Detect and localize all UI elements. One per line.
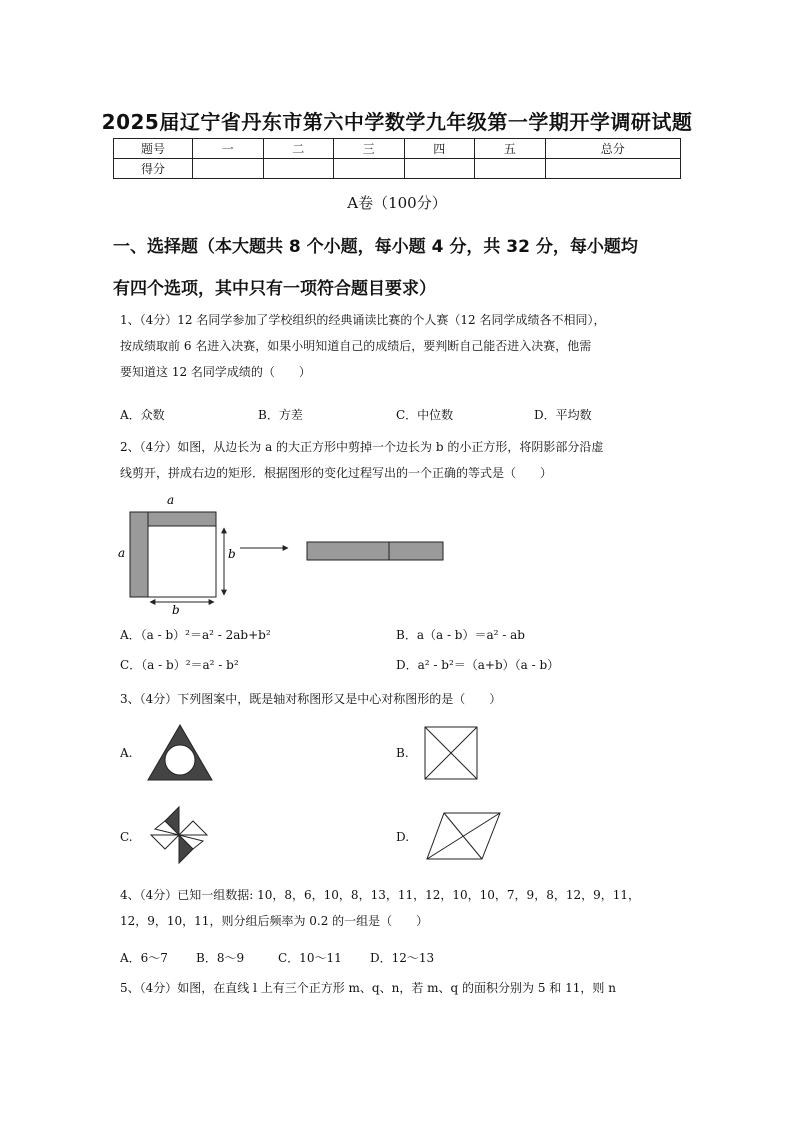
- q4-option-a[interactable]: A．6～7: [120, 951, 168, 965]
- question-2: [120, 434, 680, 486]
- q2-option-d[interactable]: D．a² - b²＝（a+b）（a - b）: [396, 658, 560, 672]
- q2-option-b[interactable]: B．a（a - b）＝a² - ab: [396, 628, 525, 642]
- table-cell: [404, 159, 475, 179]
- question-5: [120, 975, 680, 1001]
- score-table-header-row: [114, 139, 681, 159]
- label-a-top: a: [167, 493, 175, 507]
- volume-heading: A卷（100分）: [347, 194, 447, 212]
- question-1-line1: 1、（4分）12 名同学参加了学校组织的经典诵读比赛的个人赛（12 名同学成绩各不相同），: [120, 313, 606, 327]
- question-3: [120, 686, 680, 712]
- q3-figure-d-rhombus-icon: [424, 810, 504, 862]
- label-a-left: a: [118, 546, 126, 560]
- table-cell: [263, 159, 334, 179]
- shaded-left-strip: [130, 512, 148, 597]
- table-cell: [334, 159, 405, 179]
- question-4: [120, 882, 680, 934]
- question-1-line3: 要知道这 12 名同学成绩的（ ）: [120, 365, 311, 379]
- question-4-line2: 12，9，10，11，则分组后频率为 0.2 的一组是（ ）: [120, 914, 429, 928]
- page-title: 2025届辽宁省丹东市第六中学数学九年级第一学期开学调研试题: [101, 110, 693, 134]
- question-1: [120, 307, 680, 385]
- q1-option-b[interactable]: B．方差: [258, 408, 303, 422]
- table-cell: [475, 159, 546, 179]
- q4-option-d[interactable]: D．12～13: [370, 951, 435, 965]
- q4-option-b[interactable]: B．8～9: [196, 951, 245, 965]
- q1-option-c[interactable]: C．中位数: [396, 408, 454, 422]
- table-cell: 题号: [114, 139, 193, 159]
- table-cell: 三: [334, 139, 405, 159]
- question-1-line2: 按成绩取前 6 名进入决赛，如果小明知道自己的成绩后，要判断自己能否进入决赛，他需: [120, 339, 592, 353]
- q3-figure-b-square-x-icon: [422, 724, 480, 782]
- q1-option-a[interactable]: A．众数: [120, 408, 165, 422]
- question-5-line1: 5、（4分）如图，在直线 l 上有三个正方形 m、q、n，若 m、q 的面积分别为 5 和 11，则 n: [120, 981, 616, 995]
- q1-option-d[interactable]: D．平均数: [534, 408, 592, 422]
- q3-option-c[interactable]: C.: [120, 830, 133, 844]
- label-b-right: b: [228, 547, 236, 561]
- q2-option-c[interactable]: C．（a - b）²＝a² - b²: [120, 658, 239, 672]
- score-table: [113, 138, 681, 179]
- q3-option-d[interactable]: D.: [396, 830, 410, 844]
- q3-figure-a-triangle-circle-icon: [145, 722, 215, 784]
- q3-figure-c-pinwheel-icon: [146, 802, 212, 868]
- table-cell: 总分: [545, 139, 681, 159]
- result-rectangle: [307, 542, 443, 560]
- table-cell: 得分: [114, 159, 193, 179]
- table-cell: [193, 159, 264, 179]
- label-b-bottom: b: [172, 603, 180, 615]
- q3-option-a[interactable]: A.: [120, 746, 133, 760]
- q4-option-c[interactable]: C．10～11: [278, 951, 342, 965]
- table-cell: 五: [475, 139, 546, 159]
- table-cell: 二: [263, 139, 334, 159]
- score-table-score-row: [114, 159, 681, 179]
- q2-figure: [110, 490, 460, 615]
- table-cell: 一: [193, 139, 264, 159]
- table-cell: 四: [404, 139, 475, 159]
- table-cell: [545, 159, 681, 179]
- question-2-line2: 线剪开，拼成右边的矩形．根据图形的变化过程写出的一个正确的等式是（ ）: [120, 466, 553, 480]
- question-3-line1: 3、（4分）下列图案中，既是轴对称图形又是中心对称图形的是（ ）: [120, 692, 502, 706]
- section-heading-line1: 一、选择题（本大题共 8 个小题，每小题 4 分，共 32 分，每小题均: [113, 237, 638, 257]
- question-2-line1: 2、（4分）如图，从边长为 a 的大正方形中剪掉一个边长为 b 的小正方形，将阴影部分沿虚: [120, 440, 604, 454]
- q2-option-a[interactable]: A．（a - b）²＝a² - 2ab+b²: [120, 628, 271, 642]
- q3-option-b[interactable]: B.: [396, 746, 409, 760]
- question-4-line1: 4、（4分）已知一组数据: 10，8，6，10，8，13，11，12，10，10，7，9，8，12，9，11，: [120, 888, 640, 902]
- section-heading-line2: 有四个选项，其中只有一项符合题目要求）: [113, 279, 436, 299]
